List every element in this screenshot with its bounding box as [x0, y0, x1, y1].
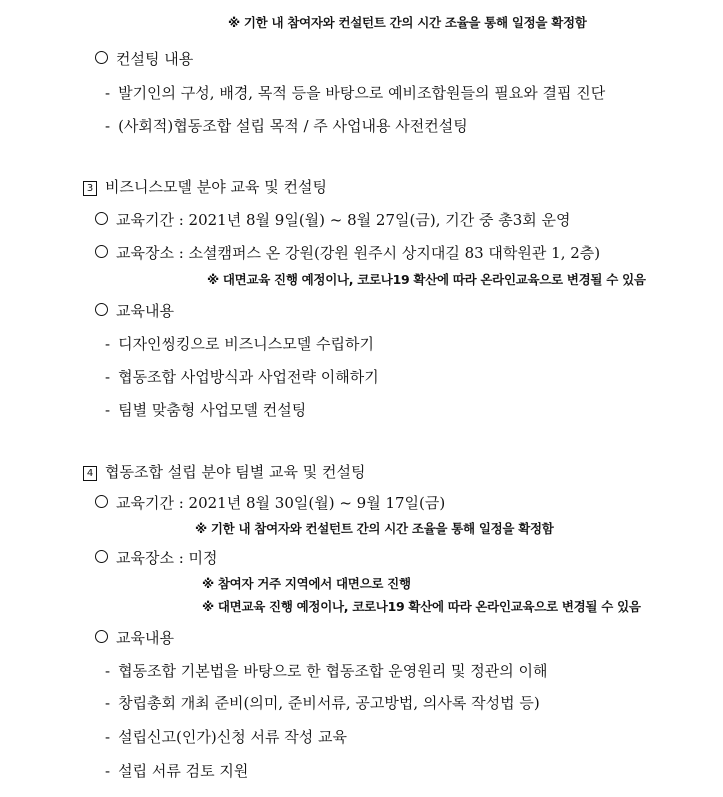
- dash-bullet: -: [105, 368, 111, 386]
- education-period: [95, 209, 571, 230]
- list-item: [105, 399, 306, 420]
- list-item: [105, 692, 540, 713]
- circle-bullet-icon: [95, 51, 108, 64]
- section-3-title: [83, 176, 327, 197]
- section-4-title: [83, 461, 365, 482]
- circle-bullet-icon: [95, 245, 108, 258]
- schedule-note: [195, 519, 554, 537]
- education-period: [95, 492, 445, 513]
- dash-bullet: -: [105, 728, 111, 746]
- section-title-text: 협동조합 설립 분야 팀별 교육 및 컨설팅: [105, 463, 366, 481]
- list-item: [105, 660, 547, 681]
- list-item: [105, 333, 374, 354]
- heading-text: 교육내용: [116, 302, 174, 320]
- circle-bullet-icon: [95, 303, 108, 316]
- online-change-note: [207, 270, 646, 288]
- list-item-text: 설립신고(인가)신청 서류 작성 교육: [118, 728, 347, 746]
- section-title-text: 비즈니스모델 분야 교육 및 컨설팅: [105, 178, 327, 196]
- list-item-text: 설립 서류 검토 지원: [118, 762, 249, 780]
- heading-text: 컨설팅 내용: [116, 50, 194, 68]
- list-item-text: 협동조합 사업방식과 사업전략 이해하기: [118, 368, 379, 386]
- list-item: [105, 726, 347, 747]
- consulting-content-heading: [95, 48, 193, 69]
- dash-bullet: -: [105, 117, 111, 135]
- location-text: 교육장소 : 미정: [116, 549, 218, 567]
- section-number-box: 3: [83, 181, 97, 196]
- list-item: [105, 366, 379, 387]
- dash-bullet: -: [105, 84, 111, 102]
- circle-bullet-icon: [95, 212, 108, 225]
- schedule-note: [228, 13, 587, 31]
- heading-text: 교육내용: [116, 629, 174, 647]
- period-text: 교육기간 : 2021년 8월 9일(월) ~ 8월 27일(금), 기간 중 총3회 운영: [116, 211, 571, 229]
- dash-bullet: -: [105, 694, 111, 712]
- education-location: [95, 547, 218, 568]
- note-text: ※ 기한 내 참여자와 컨설턴트 간의 시간 조율을 통해 일정을 확정함: [228, 15, 587, 30]
- list-item: [105, 760, 248, 781]
- list-item: [105, 115, 468, 136]
- in-person-note: [202, 574, 411, 592]
- online-change-note: [202, 597, 641, 615]
- education-location: [95, 242, 600, 263]
- list-item-text: 디자인씽킹으로 비즈니스모델 수립하기: [118, 335, 374, 353]
- note-text: ※ 대면교육 진행 예정이나, 코로나19 확산에 따라 온라인교육으로 변경될 수 있음: [202, 599, 641, 614]
- note-text: ※ 참여자 거주 지역에서 대면으로 진행: [202, 576, 411, 591]
- circle-bullet-icon: [95, 550, 108, 563]
- dash-bullet: -: [105, 762, 111, 780]
- dash-bullet: -: [105, 662, 111, 680]
- dash-bullet: -: [105, 335, 111, 353]
- list-item-text: 협동조합 기본법을 바탕으로 한 협동조합 운영원리 및 정관의 이해: [118, 662, 548, 680]
- education-content-heading: [95, 300, 174, 321]
- list-item-text: (사회적)협동조합 설립 목적 / 주 사업내용 사전컨설팅: [118, 117, 468, 135]
- circle-bullet-icon: [95, 495, 108, 508]
- note-text: ※ 대면교육 진행 예정이나, 코로나19 확산에 따라 온라인교육으로 변경될 수 있음: [207, 272, 646, 287]
- note-text: ※ 기한 내 참여자와 컨설턴트 간의 시간 조율을 통해 일정을 확정함: [195, 521, 554, 536]
- circle-bullet-icon: [95, 630, 108, 643]
- section-number-box: 4: [83, 466, 97, 481]
- list-item-text: 창립총회 개최 준비(의미, 준비서류, 공고방법, 의사록 작성법 등): [118, 694, 540, 712]
- education-content-heading: [95, 627, 174, 648]
- list-item: [105, 82, 605, 103]
- period-text: 교육기간 : 2021년 8월 30일(월) ~ 9월 17일(금): [116, 494, 446, 512]
- dash-bullet: -: [105, 401, 111, 419]
- list-item-text: 발기인의 구성, 배경, 목적 등을 바탕으로 예비조합원들의 필요와 결핍 진단: [118, 84, 606, 102]
- list-item-text: 팀별 맞춤형 사업모델 컨설팅: [118, 401, 307, 419]
- location-text: 교육장소 : 소셜캠퍼스 온 강원(강원 원주시 상지대길 83 대학원관 1, 2층): [116, 244, 601, 262]
